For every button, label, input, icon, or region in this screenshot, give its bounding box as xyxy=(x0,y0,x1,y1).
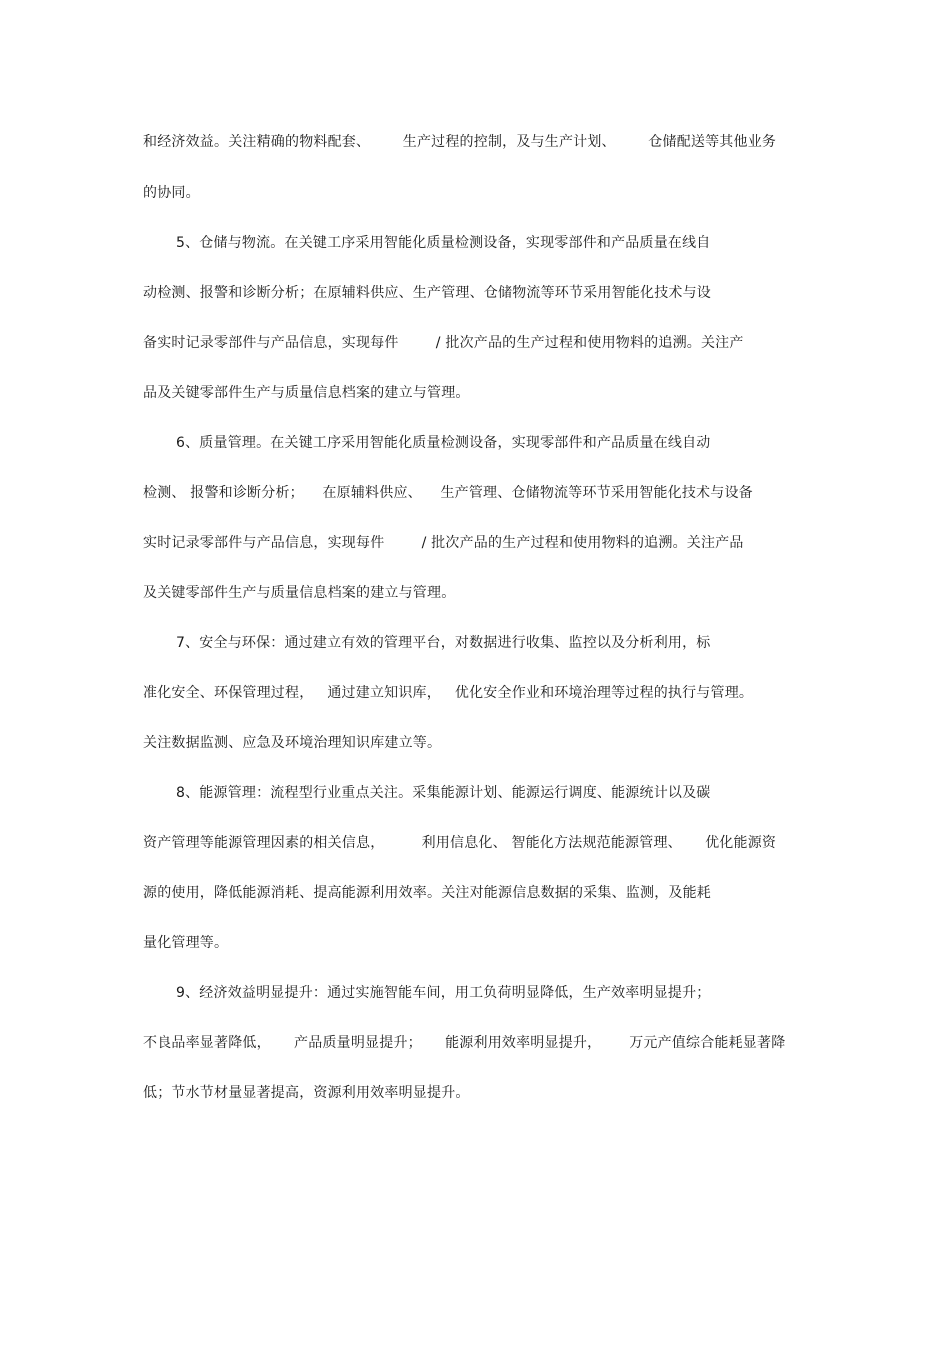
text-line: 源的使用，降低能源消耗、提高能源利用效率。关注对能源信息数据的采集、监测，及能耗 xyxy=(143,885,711,901)
text-line: 备实时记录零部件与产品信息，实现每件 / 批次产品的生产过程和使用物料的追溯。关注产 xyxy=(143,335,744,351)
text-line: 准化安全、环保管理过程， 通过建立知识库， 优化安全作业和环境治理等过程的执行与管理。 xyxy=(143,685,754,701)
text-line: 关注数据监测、应急及环境治理知识库建立等。 xyxy=(143,735,442,751)
text-line: 及关键零部件生产与质量信息档案的建立与管理。 xyxy=(143,585,456,601)
text-line: 不良品率显著降低， 产品质量明显提升； 能源利用效率明显提升， 万元产值综合能耗显著降 xyxy=(143,1035,786,1051)
text-line: 实时记录零部件与产品信息，实现每件 / 批次产品的生产过程和使用物料的追溯。关注产品 xyxy=(143,535,744,551)
text-line: 动检测、报警和诊断分析；在原辅料供应、生产管理、仓储物流等环节采用智能化技术与设 xyxy=(143,285,711,301)
paragraph-heading-7: 7、安全与环保：通过建立有效的管理平台，对数据进行收集、监控以及分析利用，标 xyxy=(176,635,711,651)
paragraph-heading-5: 5、仓储与物流。在关键工序采用智能化质量检测设备，实现零部件和产品质量在线自 xyxy=(176,235,711,251)
text-line: 检测、 报警和诊断分析； 在原辅料供应、 生产管理、仓储物流等环节采用智能化技术与设备 xyxy=(143,485,753,501)
text-line: 低；节水节材量显著提高，资源利用效率明显提升。 xyxy=(143,1085,470,1101)
text-line: 的协同。 xyxy=(143,185,200,201)
text-line: 量化管理等。 xyxy=(143,935,229,951)
paragraph-heading-8: 8、能源管理：流程型行业重点关注。采集能源计划、能源运行调度、能源统计以及碳 xyxy=(176,785,711,801)
text-line: 品及关键零部件生产与质量信息档案的建立与管理。 xyxy=(143,385,470,401)
paragraph-heading-9: 9、经济效益明显提升：通过实施智能车间，用工负荷明显降低，生产效率明显提升； xyxy=(176,985,711,1001)
paragraph-heading-6: 6、质量管理。在关键工序采用智能化质量检测设备，实现零部件和产品质量在线自动 xyxy=(176,435,711,451)
text-line: 资产管理等能源管理因素的相关信息， 利用信息化、 智能化方法规范能源管理、 优化能源资 xyxy=(143,835,777,851)
text-line: 和经济效益。关注精确的物料配套、 生产过程的控制，及与生产计划、 仓储配送等其他业务 xyxy=(143,134,777,150)
